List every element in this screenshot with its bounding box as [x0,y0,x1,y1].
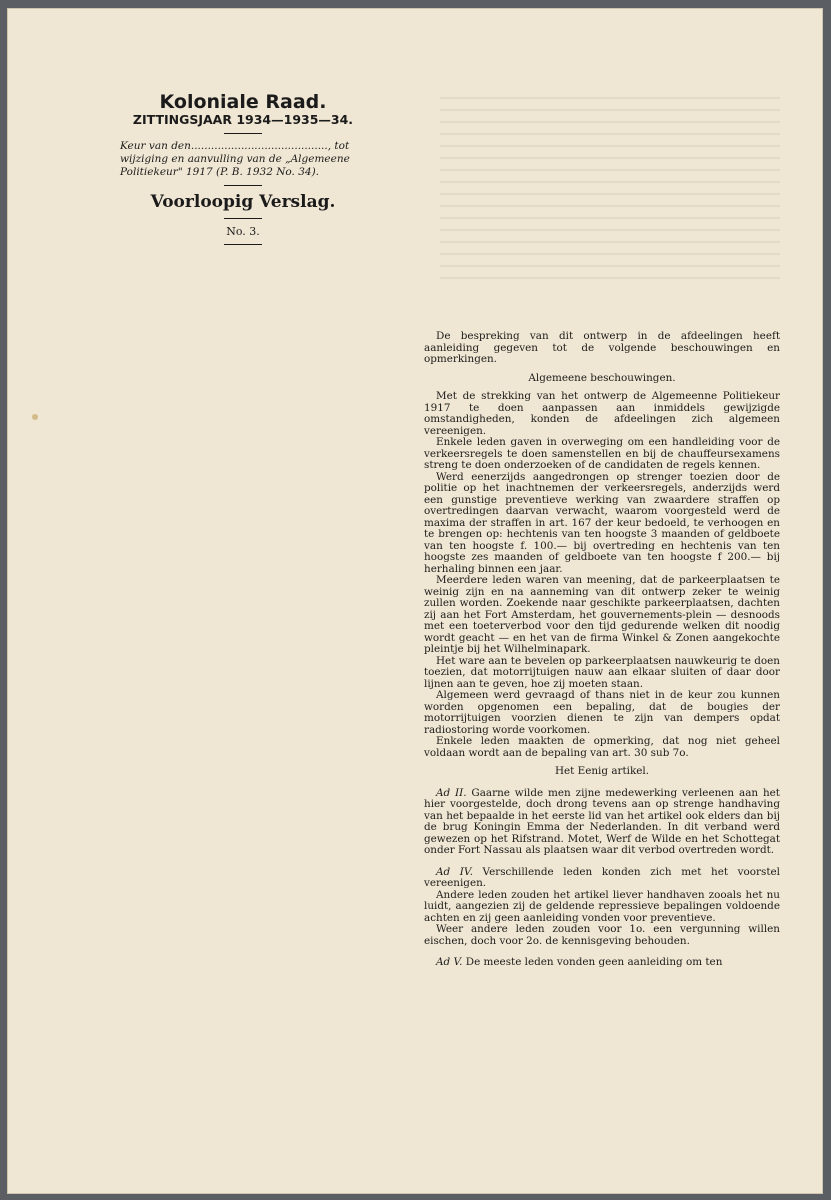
session-year: ZITTINGSJAAR 1934—1935—34. [132,112,354,127]
divider [224,133,262,134]
paragraph: Algemeen werd gevraagd of thans niet in de keur zou kunnen worden opgenomen een bepaling, dat de bougies der motorrijtuigen voorzien dienen te zijn van dempers opdat radiostoring worde voorkomen. [424,689,780,736]
ad-text: Gaarne wilde men zijne medewerking verleenen aan het hier voorgestelde, doch drong tevens aan op strenge handhaving van het bepaalde in het eerste lid van het artikel ook elders dan bij de brug Koningin Emma der Nederlanden. In dit verband werd gewezen op het Rifstrand. Motet, Werf de Wilde en het Schottegat onder Fort Nassau als plaatsen waar dit verbod overtreden wordt. [424,786,780,856]
report-number: No. 3. [226,225,260,238]
divider [224,185,262,186]
intro-paragraph: De bespreking van dit ontwerp in de afdeelingen heeft aanleiding gegeven tot de volgende beschouwingen en opmerkingen. [424,330,780,365]
council-title: Koloniale Raad. [159,91,327,113]
paragraph-ad-iv [424,867,780,890]
document-header [108,91,378,251]
section-heading-general: Algemeene beschouwingen. [528,371,676,384]
paragraph: Het ware aan te bevelen op parkeerplaatsen nauwkeurig te doen toezien, dat motorrijtuigen nauw aan elkaar sluiten of daar door lijnen aan te geven, hoe zij moeten staan. [424,654,780,690]
report-title: Voorloopig Verslag. [150,192,336,212]
divider [224,244,262,245]
paragraph: Enkele leden maakten de opmerking, dat nog niet geheel voldaan wordt aan de bepaling van art. 30 sub 7o. [424,735,780,759]
bleed-through-text [440,97,780,287]
paragraph: Meerdere leden waren van meening, dat de parkeerplaatsen te weinig zijn en na aanneming van dit ontwerp zeker te weinig zullen worden. Zoekende naar geschikte parkeerplaatsen, dachten zij aan het Fort Amsterdam, het gouvernements-plein — desnoods met een toeterverbod voor den tijd gedurende welken dit noodig wordt geacht — en het van de firma Winkel & Zonen aangekochte pleintje bij het Wilhelminapark. [424,574,780,655]
ad-label: Ad II. [436,786,467,799]
paragraph: Enkele leden gaven in overweging om een handleiding voor de verkeersregels te doen samenstellen en bij de chauffeursexamens streng te doen onderzoeken of de candidaten de regels kennen. [424,436,780,471]
ad-label: Ad V. [436,956,463,968]
keur-description: Keur van den........................................., tot wijziging en aanvulling van de „Algemeene Politiekeur" 1917 (P. B. 1932 No. 34). [120,140,350,178]
paragraph: Werd eenerzijds aangedrongen op strenger toezien door de politie op het inachtnemen der verkeersregels, anderzijds werd een gunstige preventieve werking van zwaardere straffen op overtredingen daarvan verwacht, waarom voorgesteld werd de maxima der straffen in art. 167 der keur bedoeld, te verhoogen en te brengen op: hechtenis van ten hoogste 3 maanden of geldboete van ten hoogste f. 100.— bij overtreding en hechtenis van ten hoogste zes maanden of geldboete van ten hoogste f 200.— bij herhaling binnen een jaar. [424,470,780,575]
paper-stain [32,414,38,420]
paragraph-ad-v [424,957,780,969]
divider [224,218,262,219]
section-heading-article: Het Eenig artikel. [554,765,650,777]
ad-text: De meeste leden vonden geen aanleiding om ten [462,956,723,968]
paragraph-ad-ii [424,788,780,857]
ad-label: Ad IV. [436,865,473,878]
paragraph: Weer andere leden zouden voor 1o. een vergunning willen eischen, doch voor 2o. de kennisgeving behouden. [424,923,780,947]
paragraph: Met de strekking van het ontwerp de Algemeenne Politiekeur 1917 te doen aanpassen aan inmiddels gewijzigde omstandigheden, konden de afdeelingen zich algemeen vereenigen. [424,390,780,437]
paragraph: Andere leden zouden het artikel liever handhaven zooals het nu luidt, aangezien zij de geldende repressieve bepalingen voldoende achten en zij geen aanleiding vonden voor preventieve. [424,888,780,924]
document-page [7,8,823,1194]
report-body [424,331,780,969]
ad-text: Verschillende leden konden zich met het voorstel vereenigen. [424,865,780,889]
